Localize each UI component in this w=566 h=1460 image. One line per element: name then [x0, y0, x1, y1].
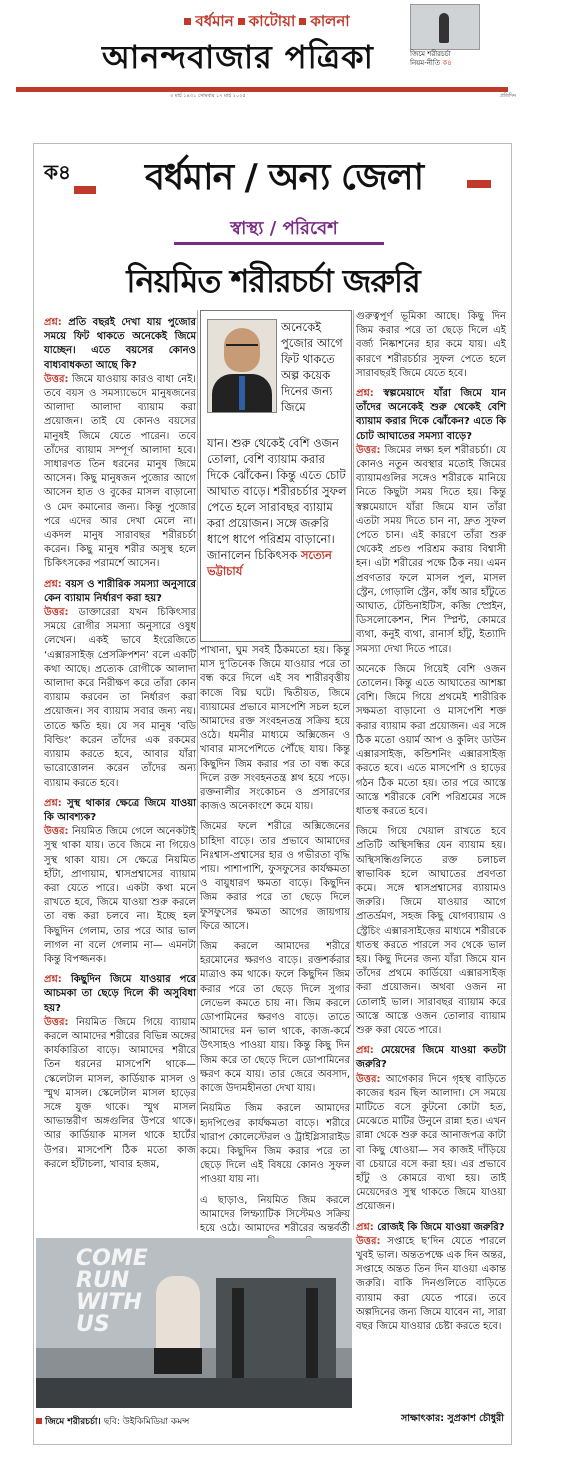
- edition-name: কাটোয়া: [248, 12, 296, 30]
- paragraph: অনেকে জিমে গিয়েই বেশি ওজন তোলেন। কিন্তু এতে আঘাতের আশঙ্কা বেশি। জিমে গিয়ে প্রথমেই শারীরিক সক্ষমতা বাড়ানো ও মাসপেশি শক্ত করার ব্যায়াম করা প্রয়োজন। এর সঙ্গে ঠিক মতো ওয়ার্ম আপ ও কুলিং ডাউন এক্সারসাইজ়, কন্ডিশনিং এক্সারসাইজ় করতে হবে। এতে মাসপেশি ও হাড়ের গঠন ঠিক মতো হয়। তার পরে আস্তে আস্তে শরীরকে বেশি পরিশ্রমের সঙ্গে ধাতস্থ করতে হবে।: [356, 663, 506, 817]
- square-bullet-icon: [184, 18, 191, 25]
- quote-attribution: সত্যেন ভট্টাচার্য: [207, 548, 332, 578]
- paragraph: পাখানা, ঘুম সবই ঠিকমতো হয়। কিন্তু মাস দু’তিনেক জিমে যাওয়ার পরে তা বন্ধ করে দিলে এই সব শারীরবৃত্তীয় কাজে বিঘ্ন ঘটে। দ্বিতীয়ত, জিমে ব্যায়ামের প্রভাবে মাসপেশি সচল হলে আমাদের রক্ত সংবহনতন্ত্র সক্রিয় হয়ে ওঠে। ধমনীর মাধ্যমে অক্সিজেন ও খাবার মাসপেশিতে পৌঁছে যায়। কিন্তু কিছুদিন জিম করার পর তা বন্ধ করে দিলে রক্ত সংবহনতন্ত্র শ্লথ হয়ে পড়ে। রক্তনালীর সংকোচন ও প্রসারণের কাজও অনেকাংশে কমে যায়।: [200, 645, 350, 813]
- headline: নিয়মিত শরীরচর্চা জরুরি: [126, 262, 420, 300]
- doctor-portrait: [207, 319, 277, 413]
- paragraph: এ ছাড়াও, নিয়মিত জিম করলে আমাদের লিম্ফ্যাটিক সিস্টেমও সক্রিয় হয়ে ওঠে। আমাদের শরীরের অন্তর্বর্তী: [200, 1194, 350, 1234]
- paragraph: গুরুত্বপূর্ণ ভূমিকা আছে। কিছু দিন জিম করার পরে তা ছেড়ে দিলে এই বর্জ্য নিষ্কাশনের হার কমে যায়। এই কারণে শরীরচর্চার সুফল পেতে হলে সারাবছরই জিমে যেতে হবে।: [356, 311, 506, 379]
- qa-item: প্রশ্ন: কিছুদিন জিমে যাওয়ার পরে আচমকা তা ছেড়ে দিলে কী অসুবিধা হয়? উত্তর: নিয়মিত জিমে গিয়ে ব্যায়াম করলে আমাদের শরীরের বিভিন্ন অঙ্গের কার্যকারিতা বাড়ে। আমাদের শরীরে তিন ধরনের মাসপেশি থাকে— স্কেলেটাল মাসল, কার্ডিয়াক মাসল ও স্মুথ মাসল। স্কেলেটাল মাসল হাড়ের সঙ্গে যুক্ত থাকে। স্মুথ মাসল আভ্যন্তরীণ অঙ্গগুলির উপরে থাকে। আর কার্ডিয়াক মাসল থাকে হার্টের উপর। মাসপেশি ঠিক মতো কাজ করলে হাঁটাচলা, খাবার হজম,: [44, 974, 196, 1170]
- quote-text-top: অনেকেই পুজোর আগে ফিট থাকতে অল্প কয়েক দিনের জন্য জিমে: [281, 320, 343, 414]
- section-heading: বর্ধমান / অন্য জেলা: [144, 157, 424, 198]
- edition-name: বর্ধমান: [195, 12, 234, 30]
- person-silhouette-icon: [439, 13, 449, 43]
- page-tag: প্রতিদিন: [500, 93, 516, 99]
- photo-credit: ছবি: উইকিমিডিয়া কমন্স: [103, 1417, 190, 1427]
- column-3: [356, 310, 506, 1340]
- qa-item: প্রশ্ন: রোজই কি জিমে যাওয়া জরুরি? উত্তর: সপ্তাহে ছ’দিন যেতে পারলে খুবই ভাল। অন্ততপক্ষে এক দিন অন্তর, সপ্তাহে অন্তত তিন দিন যাওয়া একান্ত জরুরি। বাকি দিনগুলিতে বাড়িতে ব্যায়াম করা যেতে পারে। তবে অল্পদিনের জন্য জিমে যাবেন না, সারা বছর জিমে যাওয়ার চেষ্টা করতে হবে।: [356, 1221, 506, 1333]
- qa-item: প্রশ্ন: প্রতি বছরই দেখা যায় পুজোর সময়ে ফিট থাকতে অনেকেই জিমে যাচ্ছেন। এতে বয়সের কোনও বাধ্যবাধকতা আছে কি? উত্তর: জিমে যাওয়ায় কারও বাধা নেই। তবে বয়স ও সমস্যাভেদে মানুষজনের আলাদা আলাদা ব্যায়াম করা প্রয়োজন। তাই যে কোনও বয়সের মানুষই জিমে যেতে পারেন। তবে তাঁদের ব্যায়াম সম্পূর্ণ আলাদা হবে। সাধারণত তিন ধরনের মানুষ জিমে আসেন। কিছু মানুষজন পুজোর আগে আসেন হাত ও বুকের মাসল বাড়ানো ও মেদ কমানোর জন্য। কিন্তু পুজোর পরে এদের আর দেখা মেলে না। একদল মানুষ সারাবছর শরীরচর্চা করেন। কিছু মানুষ শরীর অসুস্থ হলে চিকিৎসকের পরামর্শে আসেন।: [44, 317, 196, 570]
- teaser-caption: জিমে শরীরচর্চা নিয়ম-নীতি ক৪: [410, 50, 452, 67]
- qa-item: প্রশ্ন: সুস্থ থাকার ক্ষেত্রে জিমে যাওয়া কি আবশ্যক? উত্তর: নিয়মিত জিমে গেলে অনেকটাই সুস্থ থাকা যায়। তবে জিমে না গিয়েও সুস্থ থাকা যায়। সে ক্ষেত্রে নিয়মিত হাঁটা, প্রাণায়াম, শ্বাসপ্রশ্বাসের ব্যায়াম করা যেতে পারে। একটা কথা মনে রাখতে হবে, জিমে যাওয়া শুরু করলে তা বন্ধ করা চলবে না। ইচ্ছে হল কিছুদিন গেলাম, তার পরে আর ভাল লাগল না বলে গেলাম না— এমনটা কিন্তু বিপজ্জনক।: [44, 797, 197, 965]
- newspaper-title: আনন্দবাজার পত্রিকা: [102, 38, 374, 76]
- page-number: ক৪: [44, 160, 71, 184]
- article-clipping: [33, 143, 512, 1445]
- edition-name: কালনা: [310, 12, 350, 30]
- quote-text: যান। শুরু থেকেই বেশি ওজন তোলা, বেশি ব্যায়াম করার দিকে ঝোঁকেন। কিন্তু এতে চোট আঘাত বাড়ে। শরীরচর্চার সুফল পেতে হলে সারাবছর ব্যায়াম করা প্রয়োজন। সঙ্গে জরুরি ধাপে ধাপে পরিশ্রম বাড়ানো। জানালেন চিকিৎসক সত্যেন ভট্টাচার্য: [207, 436, 347, 578]
- glasses-icon: [226, 344, 258, 354]
- column-2: [200, 644, 350, 1271]
- photo-caption: জিমে শরীরচর্চা। ছবি: উইকিমিডিয়া কমন্স: [36, 1414, 189, 1429]
- subsection-heading: স্বাস্থ্য / পরিবেশ: [230, 218, 338, 239]
- square-bullet-icon: [238, 18, 245, 25]
- pull-quote-box: [200, 310, 352, 642]
- masthead: [0, 0, 566, 100]
- column-divider: [197, 310, 198, 1230]
- wall-text: COME RUN WITH US: [76, 1246, 148, 1337]
- masthead-rule: [16, 87, 508, 92]
- paragraph: জিমের ফলে শরীরে অক্সিজেনের চাহিদা বাড়ে। তার প্রভাবে আমাদের নিঃশ্বাস-প্রশ্বাসের হার ও গভীরতা বৃদ্ধি পায়। পাশাপাশি, ফুসফুসের কার্যক্ষমতা ও বায়ুধারণ ক্ষমতা বাড়ে। কিছুদিন জিম করার পরে তা ছেড়ে দিলে ফুসফুসের ক্ষমতা আগের জায়গায় ফিরে আসে।: [200, 821, 350, 932]
- subsection-rule: [174, 242, 384, 245]
- interviewer-credit: সাক্ষাৎকার: সুপ্রকাশ চৌধুরী: [401, 1413, 504, 1424]
- paragraph: জিম করলে আমাদের শরীরে হরমোনের ক্ষরণও বাড়ে। রক্তশর্করার মাত্রাও কম থাকে। ফলে কিছুদিন জিম করার পরে তা ছেড়ে দিলে সুগার লেভেল কমতে চায় না। জিম করলে ডোপামিনের ক্ষরণও বাড়ে। তাতে আমাদের মন ভাল থাকে, কাজ-কর্মে উৎসাহও পাওয়া যায়। কিন্তু কিছু দিন জিম করে তা ছেড়ে দিলে ডোপামিনের ক্ষরণ কমে যায়। তার জেরে অবসাদ, কাজে উদ্যমহীনতা দেখা যায়।: [200, 941, 350, 1095]
- qa-item: প্রশ্ন: মেয়েদের জিমে যাওয়া কতটা জরুরি? উত্তর: আগেকার দিনে গৃহস্থ বাড়িতে কাজের ধরন ছিল আলাদা। সে সময়ে মাটিতে বসে কুটনো কোটা হত, মেঝেতে মাটির উনুনে রান্না হত। এখন রান্না থেকে শুরু করে আনাজপত্র কাটা বা কিছু ধোওয়া— সব কাজই দাঁড়িয়ে বা চেয়ারে বসে করা হয়। এর প্রভাবে হাঁটু ও কোমরে ব্যথা হয়। তাই মেয়েদেরও সুস্থ থাকতে জিমে যাওয়া প্রয়োজন।: [356, 1045, 507, 1213]
- date-line: ৩ মার্চ ১৪৩১ সোমবার ১৭ মার্চ ২০২৫: [170, 93, 246, 99]
- qa-item: প্রশ্ন: স্বল্পমেয়াদে যাঁরা জিমে যান তাঁদের অনেকেই শুরু থেকেই বেশি ব্যায়াম করার দিকে ঝোঁকেন? এতে কি চোট আঘাতের সমস্যা বাড়ে? উত্তর: জিমের লক্ষ্য হল শরীরচর্চা। যে কোনও নতুন অবস্থার মতোই জিমের ব্যায়ামগুলির সঙ্গেও শরীরকে মানিয়ে নিতে কিছুটা সময় দিতে হয়। কিন্তু স্বল্পমেয়াদে যাঁরা জিমে যান তাঁরা এতটা সময় দিতে চান না, দ্রুত সুফল পেতে চান। এই কারণে তাঁরা শুরু থেকেই প্রচণ্ড পরিশ্রম করায় বিশ্বাসী হন। এটা শরীরের পক্ষে ঠিক নয়। এমন প্রবণতার ফলে মাসল পুল, মাসল স্ট্রেন, গোড়ালি স্ট্রেন, কাঁধ আর হাঁটুতে আঘাত, টেন্ডিনাইটিস, কব্জি স্প্রেইন, ডিসলোকেশন, শিন স্প্লিন্ট, কোমরে ব্যথা, কনুই ব্যথা, রানার্স হাঁটু, ইত্যাদি সমস্যা দেখা দিতে পারে।: [356, 388, 506, 655]
- column-1: [44, 310, 196, 1178]
- paragraph: নিয়মিত জিম করলে আমাদের হৃদপিণ্ডের কার্যক্ষমতা বাড়ে। শরীরে খারাপ কোলেস্টেরল ও ট্রাইগ্লিসারাইড কমে। কিছুদিন জিম করার পরে তা ছেড়ে দিলে এই বিষয়ে কোনও সুফল পাওয়া যায় না।: [200, 1103, 350, 1186]
- paragraph: জিমে গিয়ে খেয়াল রাখতে হবে প্রতিটি অস্থিসন্ধির যেন ব্যায়াম হয়। অস্থিসন্ধিগুলিতে রক্ত চলাচল স্বাভাবিক হলে আঘাতের প্রবণতা কমে। সঙ্গে শ্বাসপ্রশ্বাসের ব্যায়ামও জরুরি। জিমে যাওয়ার আগে প্রাতর্ভ্রমণ, সহজ কিছু যোগব্যায়াম ও স্ট্রেচিং এক্সারসাইজ়ের মাধ্যমে শরীরকে ধাতস্থ করতে পারলে সব থেকে ভাল হয়। কিছু দিনের জন্য যাঁরা জিমে যান তাঁদের প্রথমে কার্ডিয়ো এক্সারসাইজ় করা প্রয়োজন। অথবা ওজন না তোলাই ভাল। সারাবছর ব্যায়াম করে আস্তে আস্তে ওজন তোলার ব্যায়াম শুরু করা যেতে পারে।: [356, 826, 506, 1036]
- square-bullet-icon: [299, 18, 306, 25]
- column-divider: [353, 310, 354, 1230]
- square-bullet-icon: [36, 1418, 42, 1424]
- red-accent-bar: [467, 180, 491, 188]
- red-accent-bar: [74, 186, 96, 194]
- teaser-thumbnail: [410, 4, 480, 50]
- qa-item: প্রশ্ন: বয়স ও শারীরিক সমস্যা অনুসারে কেন ব্যায়াম নির্ধারণ করা হয়? উত্তর: ডাক্তারেরা যখন চিকিৎসার সময়ে রোগীর সমস্যা অনুসারে ওষুধ লেখেন। একই ভাবে ইংরেজিতে ‘এক্সারসাইজ় প্রেসক্রিপশন’ বলে একটি কথা আছে। প্রত্যেক রোগীকে আলাদা আলাদা করে নিরীক্ষণ করে তাঁরা কোন ব্যায়াম করবেন তা নির্ধারণ করা প্রয়োজন। সব ব্যায়াম সবার জন্য নয়। তাতে ক্ষতি হয়। যে সব মানুষ ‘বডি বিল্ডিং’ করেন তাঁদের এক রকমের ব্যায়াম করতে হবে, আবার যাঁরা ভারোত্তোলন করেন তাঁদের অন্য ব্যায়াম করতে হবে।: [44, 578, 197, 789]
- gym-photo: [36, 1238, 352, 1408]
